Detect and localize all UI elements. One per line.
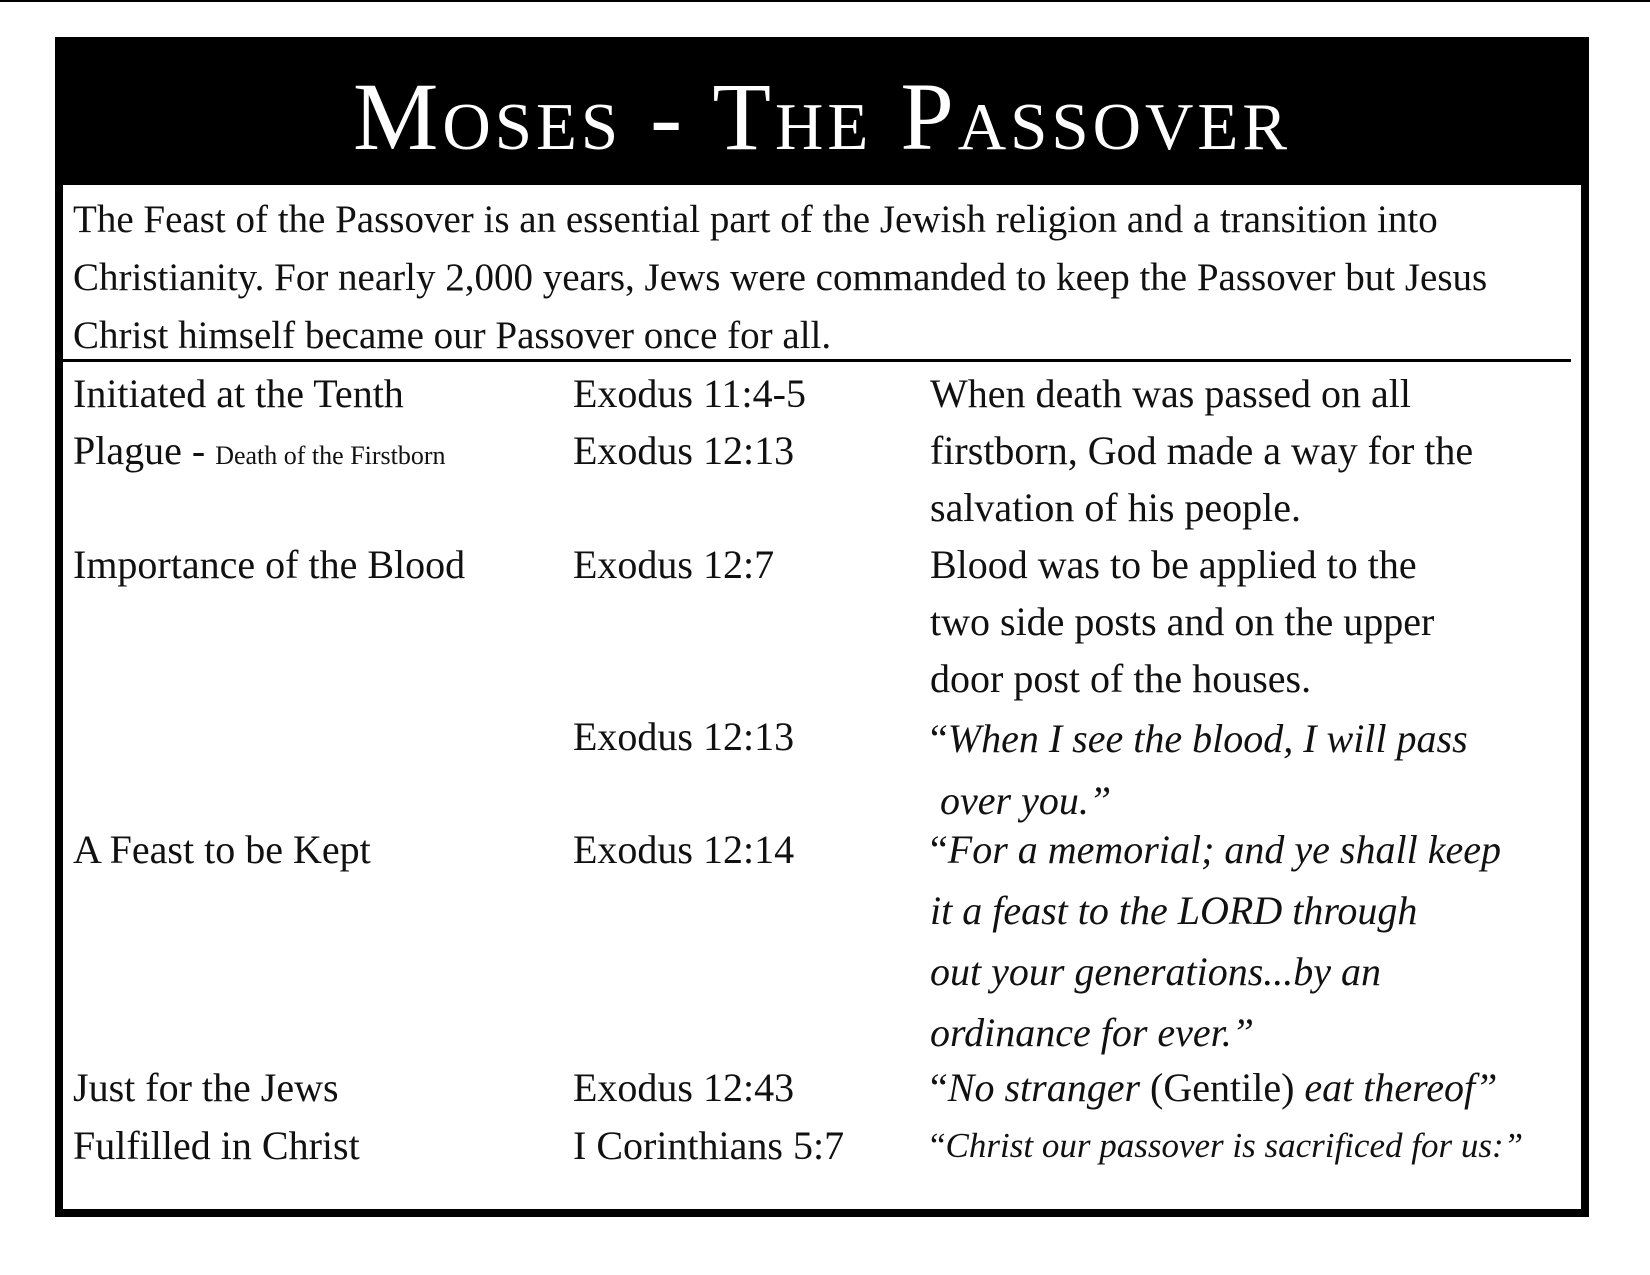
description-line: firstborn, God made a way for the	[930, 428, 1474, 473]
description-line: two side posts and on the upper	[930, 599, 1435, 644]
quote-text: eat thereof”	[1304, 1065, 1498, 1110]
passover-card	[55, 37, 1589, 1217]
description-tenth-plague	[930, 365, 1473, 536]
topic-fulfilled-christ: Fulfilled in Christ	[73, 1123, 360, 1168]
scripture-ref: Exodus 12:14	[573, 827, 795, 872]
section-divider	[63, 359, 1571, 362]
quote-text: No stranger	[947, 1065, 1141, 1110]
description-line: out your generations...by an	[930, 949, 1382, 994]
quote-mark: “	[930, 1126, 946, 1165]
description-line: ordinance for ever.”	[930, 1010, 1255, 1055]
page-title: Moses - The Passover	[352, 63, 1292, 170]
scripture-ref: Exodus 11:4-5	[573, 371, 806, 416]
quote-mark: “	[930, 1065, 948, 1110]
quote-text: Christ our passover is sacrificed for us:”	[945, 1126, 1524, 1165]
topic-feast-kept: A Feast to be Kept	[73, 827, 371, 872]
quote-mark: “	[930, 827, 948, 872]
description-christ-passover	[930, 1117, 1523, 1174]
quote-text: For a memorial; and ye shall keep	[947, 827, 1501, 872]
description-line: door post of the houses.	[930, 656, 1312, 701]
quote-mark: “	[930, 716, 948, 761]
topic-tenth-plague-line1: Initiated at the Tenth	[73, 371, 404, 416]
scripture-ref: Exodus 12:43	[573, 1065, 795, 1110]
topic-plague-subtitle: Death of the Firstborn	[215, 441, 446, 470]
description-line: over you.”	[930, 778, 1112, 823]
description-line: Blood was to be applied to the	[930, 542, 1417, 587]
description-line: When death was passed on all	[930, 371, 1411, 416]
topic-tenth-plague-line2	[73, 422, 446, 484]
quote-aside: (Gentile)	[1140, 1065, 1305, 1110]
scripture-ref: I Corinthians 5:7	[573, 1123, 845, 1168]
description-pass-over-quote	[930, 708, 1468, 832]
topic-just-for-jews: Just for the Jews	[73, 1065, 339, 1110]
description-line	[930, 708, 1468, 770]
description-importance-blood	[930, 536, 1434, 707]
page-top-rule	[0, 0, 1650, 2]
description-line	[930, 819, 1501, 880]
scripture-ref: Exodus 12:13	[573, 428, 795, 473]
description-feast-quote	[930, 819, 1501, 1063]
scripture-ref: Exodus 12:13	[573, 714, 795, 759]
topic-plague-text: Plague -	[73, 428, 206, 473]
description-line: salvation of his people.	[930, 485, 1302, 530]
scripture-ref: Exodus 12:7	[573, 542, 775, 587]
title-bar	[63, 45, 1581, 185]
quote-text: When I see the blood, I will pass	[947, 716, 1468, 761]
description-no-stranger	[930, 1059, 1497, 1116]
intro-paragraph: The Feast of the Passover is an essential part of the Jewish religion and a transition into Christianity. For nearly 2,000 years, Jews were commanded to keep the Passover but Jesus Christ himself became our Passover once for all.	[73, 198, 1488, 357]
topic-importance-blood: Importance of the Blood	[73, 542, 466, 587]
description-line: it a feast to the LORD through	[930, 888, 1418, 933]
